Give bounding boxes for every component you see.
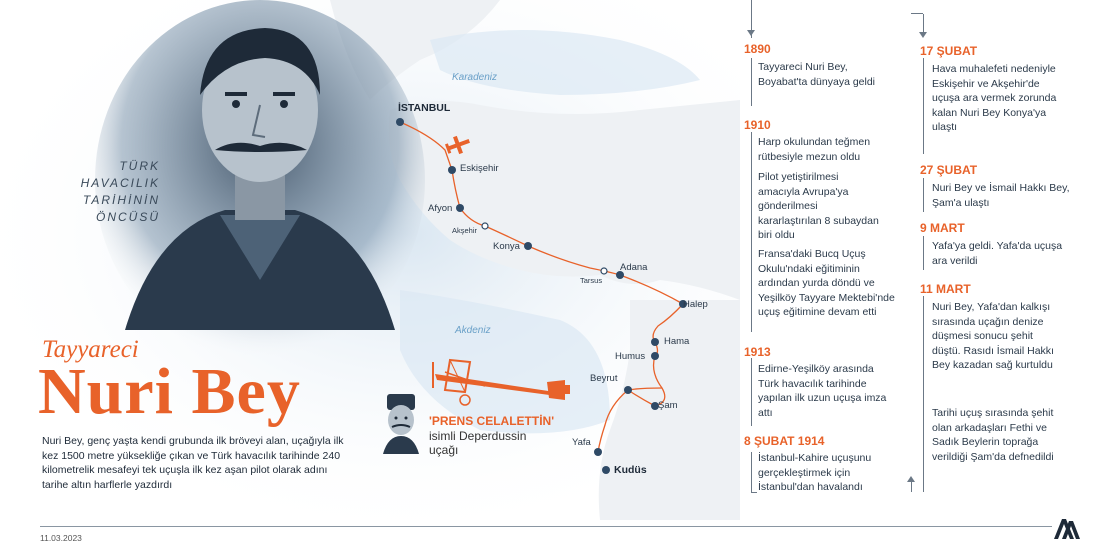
subtitle-line: TARİHİNİN [82, 193, 160, 207]
timeline-date: 1910 [744, 118, 771, 132]
timeline-text: Fransa'daki Bucq Uçuş Okulu'ndaki eğitiminin ardından yurda döndü ve Yeşilköy Tayyare Mektebi'nde uçuş eğitimine devam etti [758, 248, 895, 318]
timeline-column-1 [744, 0, 904, 520]
city-dot-istanbul [396, 118, 404, 126]
city-dot-kudus [602, 466, 610, 474]
sea-label-karadeniz: Karadeniz [452, 72, 498, 83]
city-label-hama: Hama [664, 336, 690, 347]
city-dot-afyon [456, 204, 464, 212]
plane-name: 'PRENS CELALETTİN' [429, 414, 555, 428]
city-label-kudus: Kudüs [614, 464, 647, 476]
deperdussin-plane-icon [425, 352, 570, 412]
page-title: Nuri Bey [38, 355, 301, 428]
timeline-text: Pilot yetiştirilmesi amacıyla Avrupa'ya gönderilmesi kararlaştırılan 8 subaydan biri oldu [758, 171, 879, 241]
celalettin-portrait [378, 392, 424, 454]
subtitle-line: HAVACILIK [80, 176, 160, 190]
publish-date: 11.03.2023 [40, 533, 82, 543]
timeline-text: Nuri Bey, Yafa'dan kalkışı sırasında uçağın denize düşmesi sonucu şehit düştü. Rasıdı İsmail Hakkı Bey kazadan sağ kurtuldu [932, 301, 1054, 371]
sea-label-akdeniz: Akdeniz [455, 325, 491, 336]
city-dot-beyrut [624, 386, 632, 394]
city-dot-konya [524, 242, 532, 250]
timeline-column-2 [918, 0, 1078, 520]
city-label-eskisehir: Eskişehir [460, 163, 499, 174]
city-label-yafa: Yafa [572, 437, 591, 448]
city-dot-yafa [594, 448, 602, 456]
city-dot-tarsus [601, 268, 607, 274]
subtitle-line: ÖNCÜSÜ [95, 210, 160, 224]
city-label-aksehir: Akşehir [452, 226, 478, 235]
timeline-text: Tarihi uçuş sırasında şehit olan arkadaşları Fethi ve Sadık Beylerin toprağa verildiği Şam'da defnedildi [932, 407, 1054, 463]
timeline-text: Nuri Bey ve İsmail Hakkı Bey, Şam'a ulaştı [932, 182, 1070, 209]
timeline-text: Yafa'ya geldi. Yafa'da uçuşa ara verildi [932, 240, 1063, 267]
arrow-up-icon [907, 476, 915, 482]
timeline-date: 8 ŞUBAT 1914 [744, 434, 825, 448]
city-label-istanbul: İSTANBUL [398, 102, 451, 114]
subtitle [40, 158, 160, 226]
city-label-tarsus: Tarsus [580, 276, 603, 285]
timeline-date: 11 MART [920, 282, 971, 296]
description: Nuri Bey, genç yaşta kendi grubunda ilk bröveyi alan, uçağıyla ilk kez 1500 metre yüksekliğe çıkan ve Türk havacılık tarihinde 240 kilometrelik mesafeyi tek uçuşla ilk kez aşan pilot olarak adını tarihe altın harflerle yazdırdı [42, 435, 344, 491]
city-label-beyrut: Beyrut [590, 373, 618, 384]
plane-icon [444, 132, 473, 157]
aa-logo-icon [1052, 513, 1082, 541]
timeline-text: İstanbul-Kahire uçuşunu gerçekleştirmek için İstanbul'dan havalandı [758, 452, 872, 493]
subtitle-line: TÜRK [119, 159, 160, 173]
title-prefix: Tayyareci [42, 336, 139, 363]
timeline-date: 17 ŞUBAT [920, 44, 978, 58]
city-dot-eskisehir [448, 166, 456, 174]
timeline-text: Tayyareci Nuri Bey, Boyabat'ta dünyaya geldi [758, 61, 876, 88]
footer-divider [40, 526, 1052, 527]
timeline-date: 27 ŞUBAT [920, 163, 978, 177]
timeline-text: Hava muhalefeti nedeniyle Eskişehir ve Akşehir'de uçuşa ara vermek zorunda kalan Nuri Bey Konya'ya ulaştı [932, 63, 1057, 133]
city-label-halep: Halep [683, 299, 708, 310]
city-label-humus: Humus [615, 351, 646, 362]
timeline-date: 9 MART [920, 221, 965, 235]
city-label-adana: Adana [620, 262, 648, 273]
city-dot-humus [651, 352, 659, 360]
timeline-date: 1913 [744, 345, 771, 359]
timeline-date: 1890 [744, 42, 771, 56]
timeline-text: Edirne-Yeşilköy arasında Türk havacılık tarihinde yapılan ilk uzun uçuşa imza attı [758, 363, 887, 419]
city-label-konya: Konya [493, 241, 520, 252]
timeline-text: Harp okulundan teğmen rütbesiyle mezun oldu [758, 136, 871, 163]
city-dot-hama [651, 338, 659, 346]
city-label-sam: Şam [658, 400, 678, 411]
city-dot-aksehir [482, 223, 488, 229]
city-label-afyon: Afyon [428, 203, 453, 214]
plane-caption: isimli Deperdussin uçağı [429, 429, 527, 457]
